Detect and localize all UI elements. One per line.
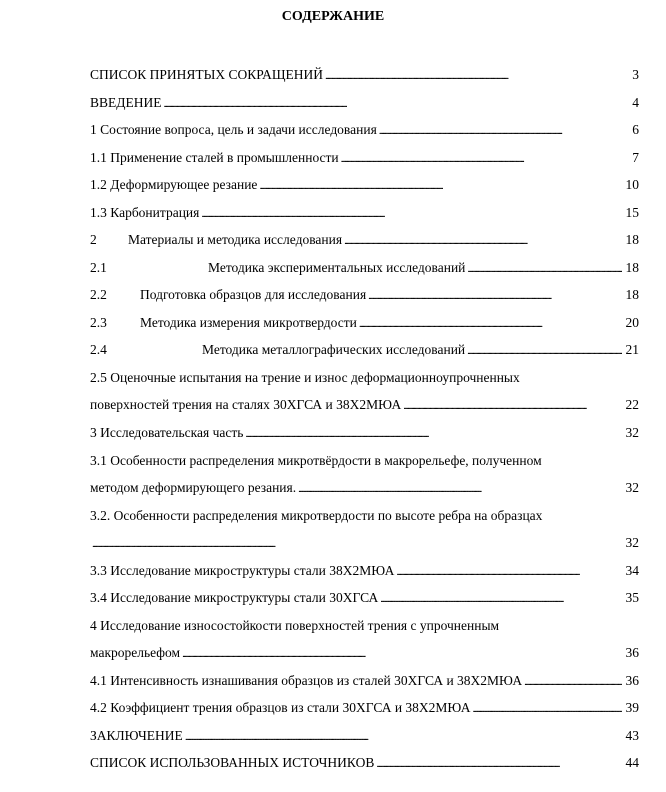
dot-leader: [344, 231, 622, 250]
toc-entry[interactable]: [90, 149, 639, 167]
toc-entry[interactable]: [90, 644, 639, 662]
dot-leader: [185, 727, 622, 746]
toc-entry-line1[interactable]: [90, 507, 639, 525]
dot-leader: [524, 672, 622, 691]
toc-entry[interactable]: [90, 66, 639, 84]
toc-page-number: 7: [632, 150, 639, 165]
toc-page-number: 3: [632, 67, 639, 82]
toc-entry[interactable]: [90, 424, 639, 442]
toc-entry-title: 1 Состояние вопроса, цель и задачи исследования: [90, 122, 377, 137]
toc-page-number: 32: [625, 480, 639, 495]
toc-entry-title: Материалы и методика исследования: [128, 232, 343, 247]
toc-entry-title: Методика измерения микротвердости: [140, 315, 357, 330]
toc-entry-number: 2.1: [90, 260, 107, 275]
toc-entry[interactable]: [90, 259, 639, 277]
toc-entry[interactable]: [90, 727, 639, 745]
toc-entry-title: 4.1 Интенсивность изнашивания образцов из сталей 30ХГСА и 38Х2МЮА: [90, 673, 523, 688]
toc-entry-title: поверхностей трения на сталях 30ХГСА и 38Х2МЮА: [90, 397, 402, 412]
toc-entry-title: 4.2 Коэффициент трения образцов из стали 30ХГСА и 38Х2МЮА: [90, 700, 471, 715]
toc-entry[interactable]: [90, 589, 639, 607]
page-title: СОДЕРЖАНИЕ: [281, 9, 385, 24]
toc-page-number: 35: [625, 590, 639, 605]
toc-page-number: 10: [625, 177, 639, 192]
toc-entry-title: ЗАКЛЮЧЕНИЕ: [90, 728, 183, 743]
toc-entry[interactable]: [90, 562, 639, 580]
toc-entry[interactable]: [90, 534, 639, 552]
toc-entry[interactable]: [90, 672, 639, 690]
toc-entry[interactable]: [90, 754, 639, 772]
dot-leader: [376, 754, 622, 773]
toc-entry[interactable]: [90, 396, 639, 414]
dot-leader: [467, 259, 622, 278]
dot-leader: [259, 176, 622, 195]
toc-entry-number: 2: [90, 232, 97, 247]
toc-page-number: 34: [625, 563, 639, 578]
toc-page-number: 21: [625, 342, 639, 357]
toc-page-number: 39: [625, 700, 639, 715]
toc-entry-title: Методика экспериментальных исследований: [208, 260, 466, 275]
toc-entry-title: СПИСОК ИСПОЛЬЗОВАННЫХ ИСТОЧНИКОВ: [90, 755, 375, 770]
toc-page-number: 15: [625, 205, 639, 220]
toc-entry-title: 1.3 Карбонитрация: [90, 205, 200, 220]
toc-entry-title-line1: 2.5 Оценочные испытания на трение и износ деформационноупрочненных: [90, 370, 520, 385]
toc-entry-title: 3.3 Исследование микроструктуры стали 38Х2МЮА: [90, 563, 395, 578]
toc-entry[interactable]: [90, 231, 639, 249]
dot-leader: [325, 66, 622, 85]
dot-leader: [473, 699, 622, 718]
toc-page-number: 4: [632, 95, 639, 110]
toc-entry[interactable]: [90, 176, 639, 194]
toc-page-number: 44: [625, 755, 639, 770]
toc-entry-line1[interactable]: [90, 452, 639, 470]
toc-entry-title: методом деформирующего резания.: [90, 480, 297, 495]
dot-leader: [403, 396, 622, 415]
toc-entry-title: 1.2 Деформирующее резание: [90, 177, 258, 192]
toc-entry-line1[interactable]: [90, 369, 639, 387]
toc-entry-title: ВВЕДЕНИЕ: [90, 95, 162, 110]
toc-page-number: 22: [625, 397, 639, 412]
toc-entry[interactable]: [90, 314, 639, 332]
toc-page-number: 20: [625, 315, 639, 330]
toc-entry[interactable]: [90, 121, 639, 139]
toc-page-number: 36: [625, 645, 639, 660]
dot-leader: [201, 204, 622, 223]
dot-leader: [467, 341, 622, 360]
toc-entry-title: 3.4 Исследование микроструктуры стали 30ХГСА: [90, 590, 379, 605]
toc-entry-title: Подготовка образцов для исследования: [140, 287, 367, 302]
toc-entry[interactable]: [90, 286, 639, 304]
toc-entry[interactable]: [90, 699, 639, 717]
dot-leader: [359, 314, 622, 333]
dot-leader: [368, 286, 622, 305]
toc-page-number: 6: [632, 122, 639, 137]
toc-entry-number: 2.3: [90, 315, 107, 330]
dot-leader: [396, 562, 622, 581]
toc-entry-title-line1: 3.1 Особенности распределения микротвёрдости в макрорельефе, полученном: [90, 453, 542, 468]
dot-leader: [379, 121, 622, 140]
dot-leader: [298, 479, 622, 498]
toc-entry[interactable]: [90, 479, 639, 497]
toc-page-number: 18: [625, 287, 639, 302]
toc-entry-title: макрорельефом: [90, 645, 181, 660]
dot-leader: [182, 644, 622, 663]
toc-entry-title: СПИСОК ПРИНЯТЫХ СОКРАЩЕНИЙ: [90, 67, 323, 82]
dot-leader: [380, 589, 622, 608]
toc-entry-line1[interactable]: [90, 617, 639, 635]
dot-leader: [163, 94, 622, 113]
toc-entry-number: 2.2: [90, 287, 107, 302]
toc-page-number: 18: [625, 260, 639, 275]
dot-leader: [92, 534, 622, 553]
toc-entry[interactable]: [90, 94, 639, 112]
toc-entry-title-line1: 3.2. Особенности распределения микротвердости по высоте ребра на образцах: [90, 508, 543, 523]
toc-page-number: 32: [625, 535, 639, 550]
dot-leader: [245, 424, 622, 443]
toc-entry-title: 3 Исследовательская часть: [90, 425, 244, 440]
toc-page-number: 32: [625, 425, 639, 440]
toc-page-number: 36: [625, 673, 639, 688]
dot-leader: [341, 149, 622, 168]
toc-entry-title: Методика металлографических исследований: [202, 342, 466, 357]
toc-entry-title: 1.1 Применение сталей в промышленности: [90, 150, 339, 165]
toc-page-number: 18: [625, 232, 639, 247]
toc-entry-title-line1: 4 Исследование износостойкости поверхностей трения с упрочненным: [90, 618, 500, 633]
toc-entry[interactable]: [90, 341, 639, 359]
toc-page-number: 43: [625, 728, 639, 743]
toc-entry-number: 2.4: [90, 342, 107, 357]
toc-entry[interactable]: [90, 204, 639, 222]
